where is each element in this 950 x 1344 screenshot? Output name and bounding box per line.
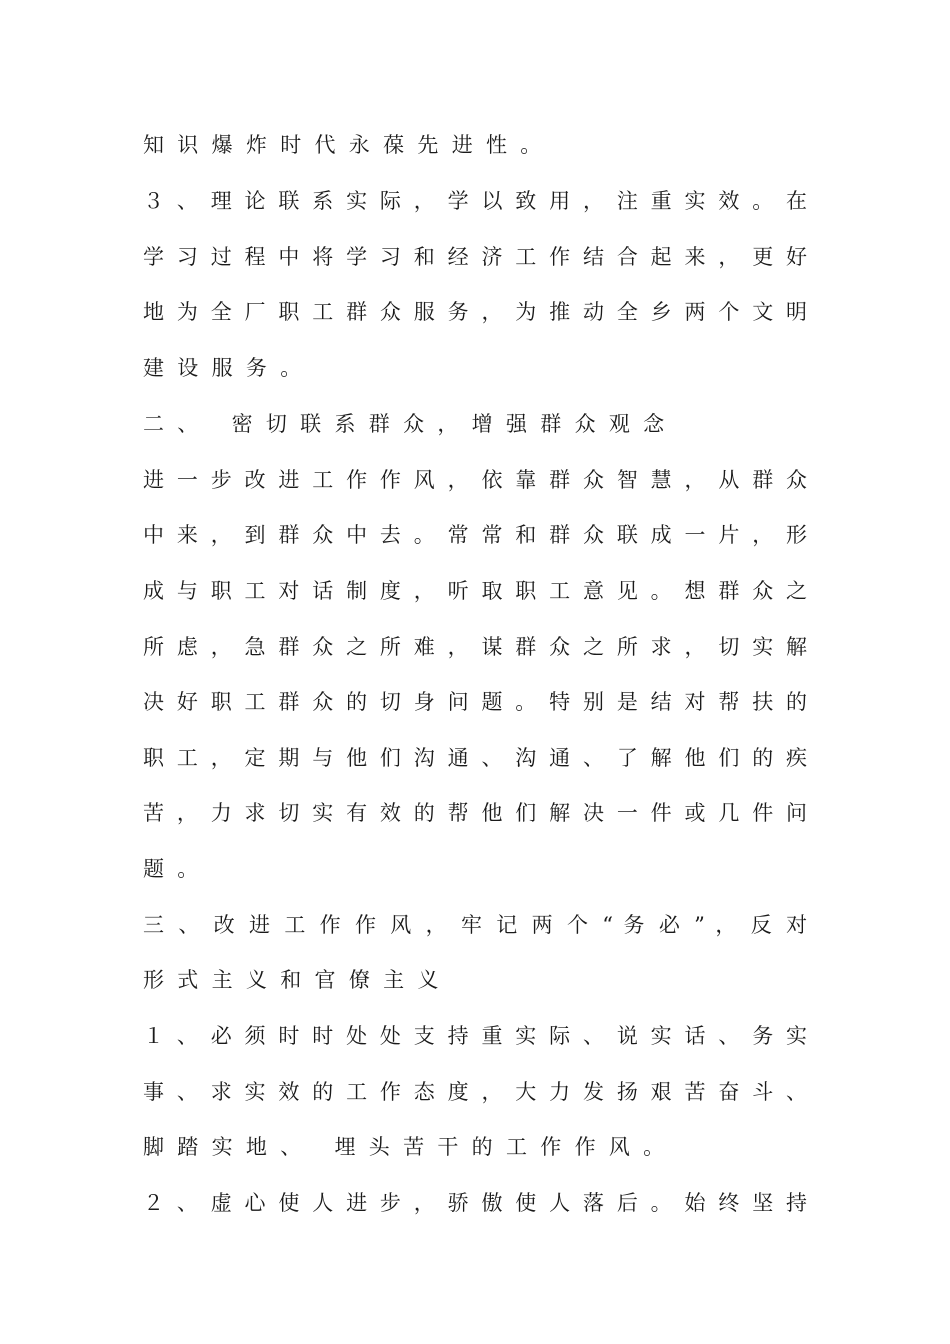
text-line: 建设服务。 xyxy=(143,356,315,380)
text-line: 事 、 求 实 效 的 工 作 态 度 ， 大 力 发 扬 艰 苦 奋 斗 、 xyxy=(143,1080,807,1104)
section-heading: 二、 密切联系群众，增强群众观念 xyxy=(143,412,678,436)
text-line: 脚踏实地、 埋头苦干的工作作风。 xyxy=(143,1135,678,1159)
text-line: 职 工 ， 定 期 与 他 们 沟 通 、 沟 通 、 了 解 他 们 的 疾 xyxy=(143,746,807,770)
text-line: ２ 、 虚 心 使 人 进 步 ， 骄 傲 使 人 落 后 。 始 终 坚 持 xyxy=(143,1191,807,1215)
text-line: 所 虑 ， 急 群 众 之 所 难 ， 谋 群 众 之 所 求 ， 切 实 解 xyxy=(143,635,807,659)
text-line: １ 、 必 须 时 时 处 处 支 持 重 实 际 、 说 实 话 、 务 实 xyxy=(143,1024,807,1048)
section-heading: 形式主义和官僚主义 xyxy=(143,968,452,992)
text-line: 题。 xyxy=(143,857,212,881)
text-line: 中 来 ， 到 群 众 中 去 。 常 常 和 群 众 联 成 一 片 ， 形 xyxy=(143,523,807,547)
text-line: 地 为 全 厂 职 工 群 众 服 务 ， 为 推 动 全 乡 两 个 文 明 xyxy=(143,300,807,324)
text-line: 成 与 职 工 对 话 制 度 ， 听 取 职 工 意 见 。 想 群 众 之 xyxy=(143,579,807,603)
section-heading: 三 、 改 进 工 作 作 风 ， 牢 记 两 个 “ 务 必 ” ， 反 对 xyxy=(143,913,807,937)
text-line: 决 好 职 工 群 众 的 切 身 问 题 。 特 别 是 结 对 帮 扶 的 xyxy=(143,690,807,714)
text-line: 知识爆炸时代永葆先进性。 xyxy=(143,133,555,157)
text-line: 学 习 过 程 中 将 学 习 和 经 济 工 作 结 合 起 来 ， 更 好 xyxy=(143,245,807,269)
text-line: 进 一 步 改 进 工 作 作 风 ， 依 靠 群 众 智 慧 ， 从 群 众 xyxy=(143,468,807,492)
text-line: 苦 ， 力 求 切 实 有 效 的 帮 他 们 解 决 一 件 或 几 件 问 xyxy=(143,801,807,825)
text-line: ３ 、 理 论 联 系 实 际 ， 学 以 致 用 ， 注 重 实 效 。 在 xyxy=(143,189,807,213)
